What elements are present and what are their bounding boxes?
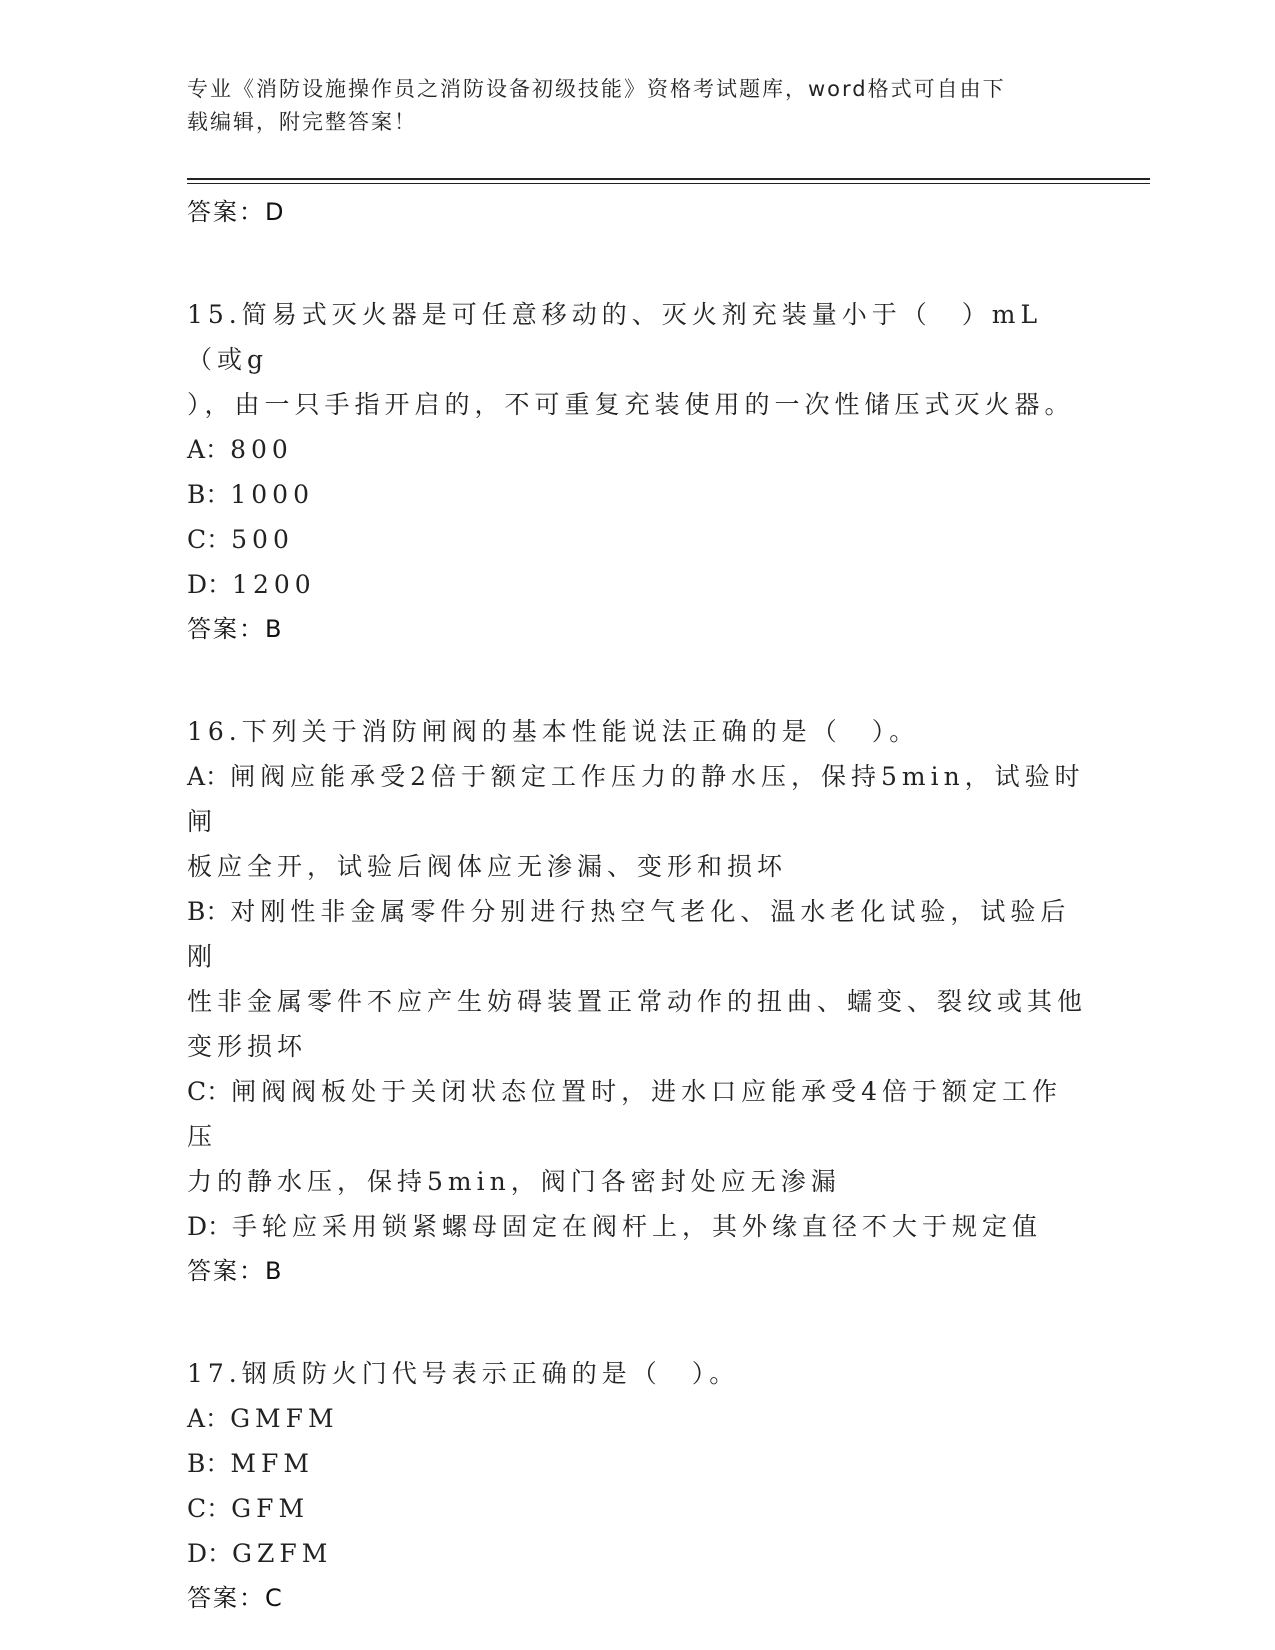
header-divider <box>187 178 1150 180</box>
answer-line: 答案：D <box>187 198 286 226</box>
page-header <box>187 73 1067 139</box>
option-text: 变形损坏 <box>187 1032 308 1061</box>
header-line-2: 载编辑，附完整答案！ <box>187 110 417 134</box>
option-key: B： <box>187 897 231 926</box>
answer-option <box>187 979 1087 1024</box>
option-key: D： <box>187 570 233 599</box>
option-text: GFM <box>231 1494 310 1523</box>
answer-option <box>187 1159 1087 1204</box>
answer-option <box>187 844 1087 889</box>
option-text: 1200 <box>232 570 316 599</box>
option-text: 闸阀应能承受2倍于额定工作压力的静水压，保持5min，试验时闸 <box>187 762 1085 836</box>
option-key: D： <box>187 1539 233 1568</box>
option-key: B： <box>187 1449 231 1478</box>
option-text: 闸阀阀板处于关闭状态位置时，进水口应能承受4倍于额定工作压 <box>187 1077 1063 1151</box>
option-text: 500 <box>231 525 294 554</box>
option-text: 力的静水压，保持5min，阀门各密封处应无渗漏 <box>187 1167 841 1196</box>
answer-line: 答案：B <box>187 1257 284 1285</box>
answer-option <box>187 754 1087 844</box>
option-text: 板应全开，试验后阀体应无渗漏、变形和损坏 <box>187 852 788 881</box>
option-key: A： <box>187 435 231 464</box>
question-stem: 17.钢质防火门代号表示正确的是（ ）。 <box>187 1359 740 1388</box>
answer-option <box>187 517 1087 562</box>
header-line-1: 专业《消防设施操作员之消防设备初级技能》资格考试题库，word格式可自由下 <box>187 77 1006 101</box>
answer-option <box>187 1396 1087 1441</box>
option-key: A： <box>187 762 231 791</box>
option-key: A： <box>187 1404 231 1433</box>
question-list <box>187 190 1087 1621</box>
option-text: MFM <box>230 1449 314 1478</box>
question-stem: 16.下列关于消防闸阀的基本性能说法正确的是（ ）。 <box>187 717 920 746</box>
answer-option <box>187 1486 1087 1531</box>
question-block <box>187 709 1087 1294</box>
option-key: C： <box>187 525 232 554</box>
question-stem: 15.简易式灭火器是可任意移动的、灭火剂充装量小于（ ）mL（或g <box>187 300 1043 374</box>
question-block <box>187 292 1087 652</box>
option-key: C： <box>187 1494 232 1523</box>
option-key: D： <box>187 1212 233 1241</box>
option-text: 1000 <box>230 480 314 509</box>
option-text: 对刚性非金属零件分别进行热空气老化、温水老化试验，试验后刚 <box>187 897 1071 971</box>
answer-option <box>187 1531 1087 1576</box>
answer-option <box>187 1441 1087 1486</box>
answer-line: 答案：C <box>187 1584 284 1612</box>
answer-option <box>187 1204 1087 1249</box>
option-text: GZFM <box>232 1539 333 1568</box>
answer-line: 答案：B <box>187 615 284 643</box>
header-divider-thin <box>187 183 1150 184</box>
answer-option <box>187 427 1087 472</box>
answer-option <box>187 562 1087 607</box>
answer-option <box>187 472 1087 517</box>
question-stem: ），由一只手指开启的，不可重复充装使用的一次性储压式灭火器。 <box>187 390 1075 419</box>
questions-container <box>187 292 1087 1621</box>
option-text: 性非金属零件不应产生妨碍装置正常动作的扭曲、蠕变、裂纹或其他 <box>187 987 1088 1016</box>
option-text: 800 <box>230 435 293 464</box>
answer-option <box>187 1069 1087 1159</box>
option-key: C： <box>187 1077 232 1106</box>
answer-option <box>187 1024 1087 1069</box>
option-text: GMFM <box>230 1404 339 1433</box>
answer-option <box>187 889 1087 979</box>
option-text: 手轮应采用锁紧螺母固定在阀杆上，其外缘直径不大于规定值 <box>232 1212 1043 1241</box>
question-block <box>187 1351 1087 1621</box>
option-key: B： <box>187 480 231 509</box>
